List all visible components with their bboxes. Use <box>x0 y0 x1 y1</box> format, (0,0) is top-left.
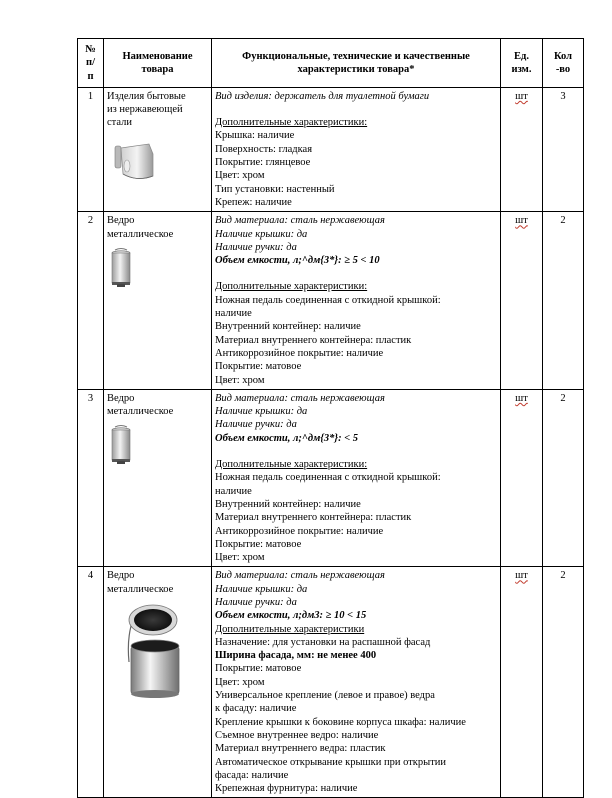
product-name-line: стали <box>107 117 132 129</box>
product-name-cell <box>104 389 212 567</box>
spec-line: Ножная педаль соединенная с откидной крышкой: <box>215 472 441 484</box>
spec-line: Ширина фасада, мм: не менее 400 <box>215 650 377 662</box>
specification-cell <box>212 87 501 211</box>
spec-line: фасада: наличие <box>215 769 289 781</box>
spec-line: Покрытие: матовое <box>215 663 302 675</box>
quantity-cell: 2 <box>543 389 584 567</box>
spec-line: Дополнительные характеристики: <box>215 117 368 129</box>
spec-line: Покрытие: матовое <box>215 361 302 373</box>
spec-line: Вид материала: сталь нержавеющая <box>215 570 385 582</box>
row-number: 3 <box>78 389 104 567</box>
product-image <box>109 424 208 470</box>
spec-line: Материал внутреннего ведра: пластик <box>215 743 386 755</box>
spec-line: Материал внутреннего контейнера: пластик <box>215 334 412 346</box>
table-row <box>78 87 584 211</box>
spec-line: Съемное внутреннее ведро: наличие <box>215 729 379 741</box>
spec-line: Тип установки: настенный <box>215 183 335 195</box>
spec-line: Антикоррозийное покрытие: наличие <box>215 525 384 537</box>
spec-line: Цвет: хром <box>215 676 265 688</box>
row-number: 4 <box>78 567 104 798</box>
spec-line: Вид материала: сталь нержавеющая <box>215 215 385 227</box>
spacer <box>215 103 497 116</box>
quantity-cell: 2 <box>543 212 584 390</box>
spec-line: Крепеж: наличие <box>215 196 292 208</box>
spec-line: Наличие ручки: да <box>215 596 297 608</box>
spec-line: Вид материала: сталь нержавеющая <box>215 392 385 404</box>
product-name-line: Изделия бытовые <box>107 90 186 102</box>
specification-cell <box>212 389 501 567</box>
product-name-line: металлическое <box>107 406 174 418</box>
spec-line: Материал внутреннего контейнера: пластик <box>215 512 412 524</box>
spec-line: Наличие ручки: да <box>215 419 297 431</box>
spec-line: Объем емкости, л;^дм{3*}: ≥ 5 < 10 <box>215 255 380 267</box>
header-number: № п/ п <box>78 39 104 88</box>
product-name-cell <box>104 567 212 798</box>
spec-line: Объем емкости, л;дм3: ≥ 10 < 15 <box>215 610 367 622</box>
product-name-line: Ведро <box>107 570 135 582</box>
spec-line: к фасаду: наличие <box>215 703 297 715</box>
spec-line: Цвет: хром <box>215 170 265 182</box>
product-name-cell <box>104 87 212 211</box>
unit-value: шт <box>515 90 528 102</box>
product-image <box>113 136 208 190</box>
product-name-line: металлическое <box>107 228 174 240</box>
spec-line: Наличие крышки: да <box>215 406 308 418</box>
spacer <box>215 267 497 280</box>
unit-value: шт <box>515 215 528 227</box>
spec-line: Объем емкости, л;^дм{3*}: < 5 <box>215 432 359 444</box>
row-number: 1 <box>78 87 104 211</box>
spec-line: Цвет: хром <box>215 374 265 386</box>
spec-line: Дополнительные характеристики <box>215 623 365 635</box>
product-image <box>109 247 208 293</box>
product-name-line: Ведро <box>107 215 135 227</box>
spec-line: Наличие крышки: да <box>215 583 308 595</box>
spacer <box>215 445 497 458</box>
header-specification: Функциональные, технические и качественные характеристики товара* <box>212 39 501 88</box>
spec-line: Наличие ручки: да <box>215 241 297 253</box>
spec-line: Дополнительные характеристики: <box>215 459 368 471</box>
spec-line: Автоматическое открывание крышки при открытии <box>215 756 447 768</box>
unit-value: шт <box>515 392 528 404</box>
spec-line: наличие <box>215 308 252 320</box>
spec-line: Назначение: для установки на распашной фасад <box>215 636 431 648</box>
spec-line: Наличие крышки: да <box>215 228 308 240</box>
unit-value: шт <box>515 570 528 582</box>
spec-line: Универсальное крепление (левое и правое) ведра <box>215 690 435 702</box>
specification-cell <box>212 567 501 798</box>
header-name: Наименование товара <box>104 39 212 88</box>
table-row <box>78 389 584 567</box>
product-name-line: металлическое <box>107 583 174 595</box>
spec-line: Покрытие: глянцевое <box>215 157 311 169</box>
quantity-cell: 2 <box>543 567 584 798</box>
quantity-cell: 3 <box>543 87 584 211</box>
product-image <box>125 602 208 704</box>
spec-line: Покрытие: матовое <box>215 538 302 550</box>
specification-table <box>77 38 584 798</box>
spec-line: Внутренний контейнер: наличие <box>215 498 361 510</box>
spec-line: Крепежная фурнитура: наличие <box>215 783 358 795</box>
product-name-cell <box>104 212 212 390</box>
spec-line: Антикоррозийное покрытие: наличие <box>215 347 384 359</box>
table-row <box>78 212 584 390</box>
specification-cell <box>212 212 501 390</box>
spec-line: Крышка: наличие <box>215 130 295 142</box>
unit-cell <box>501 567 543 798</box>
header-row <box>78 39 584 88</box>
row-number: 2 <box>78 212 104 390</box>
header-quantity: Кол -во <box>543 39 584 88</box>
spec-line: Дополнительные характеристики: <box>215 281 368 293</box>
unit-cell <box>501 389 543 567</box>
unit-cell <box>501 87 543 211</box>
spec-line: Поверхность: гладкая <box>215 143 313 155</box>
spec-line: Вид изделия: держатель для туалетной бумаги <box>215 90 430 102</box>
spec-line: Крепление крышки к боковине корпуса шкафа: наличие <box>215 716 466 728</box>
spec-line: Ножная педаль соединенная с откидной крышкой: <box>215 294 441 306</box>
unit-cell <box>501 212 543 390</box>
spec-line: Цвет: хром <box>215 552 265 564</box>
product-name-line: Ведро <box>107 392 135 404</box>
table-row <box>78 567 584 798</box>
product-name-line: из нержавеющей <box>107 104 183 116</box>
header-unit: Ед. изм. <box>501 39 543 88</box>
spec-line: наличие <box>215 485 252 497</box>
spec-line: Внутренний контейнер: наличие <box>215 321 361 333</box>
